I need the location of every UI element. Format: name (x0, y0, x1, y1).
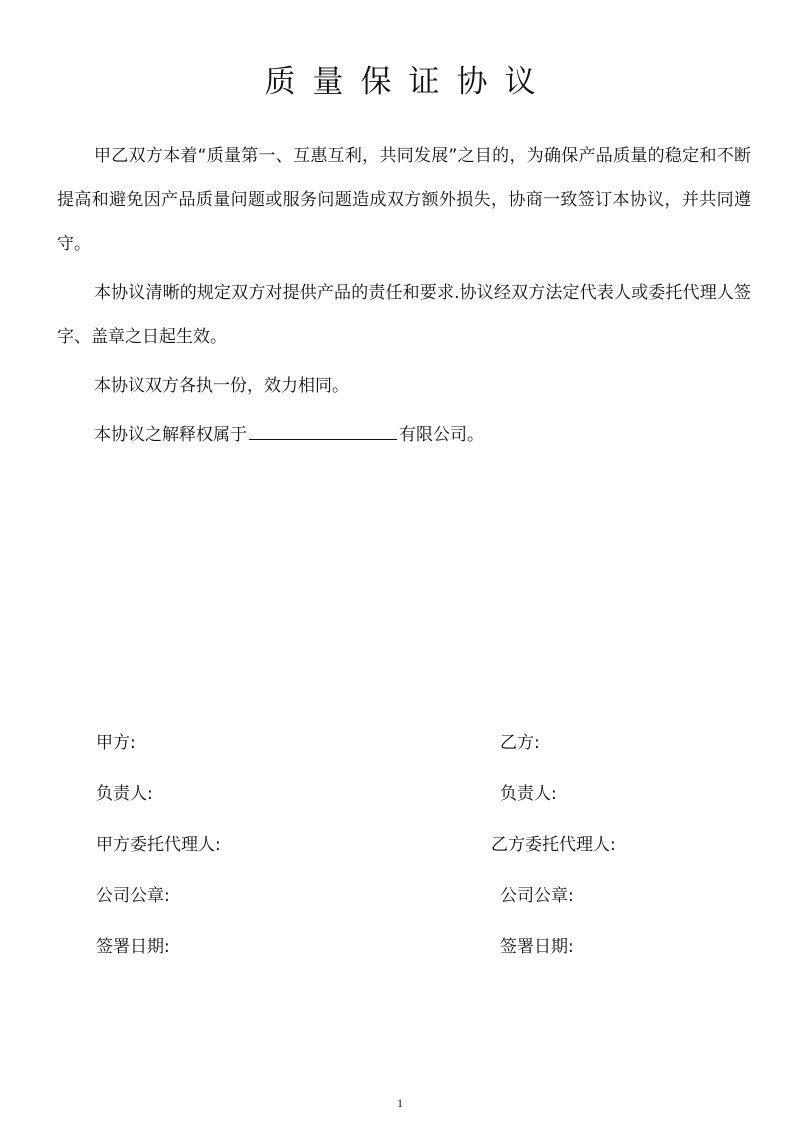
party-a-date-label: 签署日期: (96, 937, 170, 957)
party-b-date-label: 签署日期: (500, 937, 574, 957)
paragraph-responsibility: 本协议清晰的规定双方对提供产品的责任和要求.协议经双方法定代表人或委托代理人签字、盖章之日起生效。 (57, 283, 751, 347)
party-b-label: 乙方: (500, 733, 540, 753)
company-name-blank (249, 423, 397, 440)
interpretation-prefix: 本协议之解释权属于 (94, 425, 247, 445)
party-a-agent-label: 甲方委托代理人: (96, 835, 221, 855)
page-number: 1 (397, 1096, 403, 1110)
paragraph-purpose: 甲乙双方本着“质量第一、互惠互利，共同发展”之目的，为确保产品质量的稳定和不断提高和避免因产品质量问题或服务问题造成双方额外损失，协商一致签订本协议，并共同遵守。 (57, 146, 751, 254)
document-title: 质量保证协议 (264, 64, 553, 100)
party-b-seal-label: 公司公章: (500, 886, 574, 906)
party-a-seal-label: 公司公章: (96, 886, 170, 906)
party-a-responsible-label: 负责人: (96, 784, 153, 804)
paragraph-copies: 本协议双方各执一份，效力相同。 (94, 376, 349, 396)
agreement-body (57, 134, 751, 462)
party-a-label: 甲方: (96, 733, 136, 753)
interpretation-suffix: 有限公司。 (399, 425, 484, 445)
party-b-responsible-label: 负责人: (500, 784, 557, 804)
party-b-agent-label: 乙方委托代理人: (491, 835, 616, 855)
paragraph-interpretation (57, 413, 751, 457)
